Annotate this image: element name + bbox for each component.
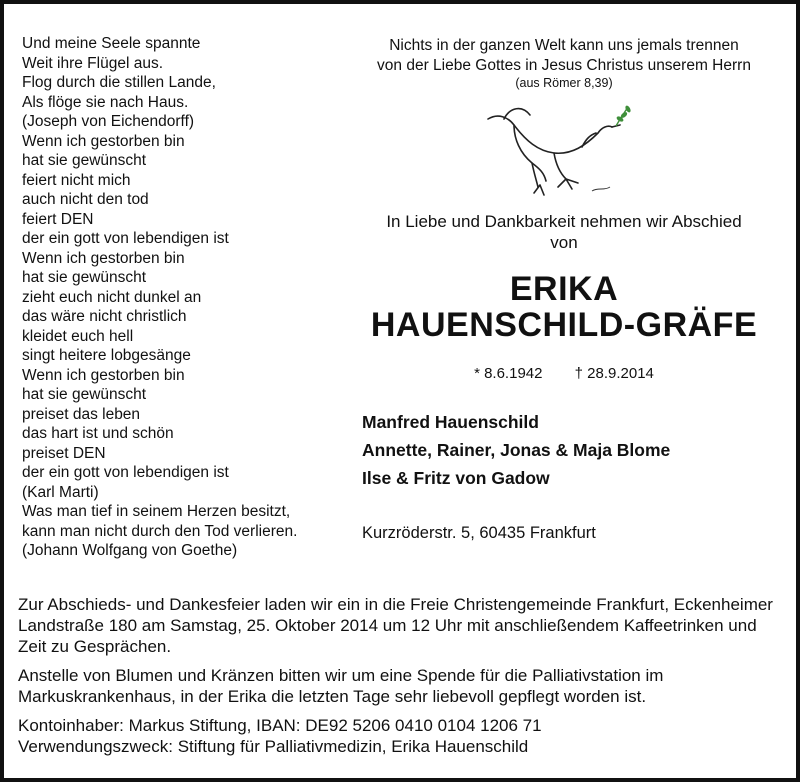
poem-marti [22, 132, 352, 503]
death-date: † 28.9.2014 [574, 365, 654, 382]
poem-line: Was man tief in seinem Herzen besitzt, [22, 503, 291, 520]
bible-verse-line: von der Liebe Gottes in Jesus Christus unserem Herrn [377, 57, 751, 74]
poem-author: (Johann Wolfgang von Goethe) [22, 542, 238, 559]
donation-purpose: Verwendungszweck: Stiftung für Palliativmedizin, Erika Hauenschild [18, 737, 529, 756]
poem-line: hat sie gewünscht [22, 269, 147, 286]
poem-line: hat sie gewünscht [22, 152, 147, 169]
bible-verse-source: (aus Römer 8,39) [515, 76, 613, 90]
mourner-name: Ilse & Fritz von Gadow [362, 468, 550, 488]
poem-line: hat sie gewünscht [22, 386, 147, 403]
poem-line: kann man nicht durch den Tod verlieren. [22, 522, 298, 540]
poem-line: feiert nicht mich [22, 171, 131, 189]
farewell-intro-von: von [550, 233, 578, 252]
poems-column [22, 34, 352, 561]
poem-line: Weit ihre Flügel aus. [22, 54, 163, 72]
poem-line: zieht euch nicht dunkel an [22, 288, 202, 306]
announcement-column [334, 36, 794, 543]
dove-with-olive-branch-icon [474, 99, 634, 199]
mourner-name: Manfred Hauenschild [362, 412, 539, 432]
poem-author: (Karl Marti) [22, 483, 99, 501]
poem-line: Flog durch die stillen Lande, [22, 74, 216, 91]
poem-eichendorff [22, 34, 352, 132]
donation-notice: Anstelle von Blumen und Kränzen bitten wir um eine Spende für die Palliativstation im Markuskrankenhaus, in der Erika die letzten Tage sehr liebevoll gepflegt worden ist. [18, 666, 664, 706]
poem-line: Wenn ich gestorben bin [22, 249, 185, 267]
poem-line: kleidet euch hell [22, 327, 134, 345]
farewell-intro: In Liebe und Dankbarkeit nehmen wir Abschied [386, 212, 742, 231]
poem-line: Wenn ich gestorben bin [22, 132, 185, 150]
poem-line: das wäre nicht christlich [22, 308, 187, 325]
poem-line: feiert DEN [22, 210, 94, 228]
life-dates [334, 365, 794, 382]
poem-line: singt heitere lobgesänge [22, 347, 191, 364]
bible-verse-line: Nichts in der ganzen Welt kann uns jemals trennen [389, 37, 739, 54]
poem-line: Wenn ich gestorben bin [22, 366, 185, 384]
poem-line: das hart ist und schön [22, 425, 174, 442]
birth-date: * 8.6.1942 [474, 365, 543, 382]
poem-line: auch nicht den tod [22, 191, 149, 208]
ceremony-notice: Zur Abschieds- und Dankesfeier laden wir ein in die Freie Christengemeinde Frankfurt, Eckenheimer Landstraße 180 am Samstag, 25. Oktober 2014 um 12 Uhr mit anschließendem Kaffeetrinken und Zeit zu Gesprächen. [18, 595, 773, 656]
account-holder: Kontoinhaber: Markus Stiftung, IBAN: DE92 5206 0410 0104 1206 71 [18, 716, 542, 735]
deceased-first-name: ERIKA [509, 270, 619, 308]
mourner-name: Annette, Rainer, Jonas & Maja Blome [362, 440, 671, 460]
poem-line: preiset DEN [22, 444, 106, 462]
notice-details [18, 594, 788, 757]
poem-line: der ein gott von lebendigen ist [22, 230, 229, 247]
mourners-list [362, 408, 794, 492]
deceased-last-name: HAUENSCHILD-GRÄFE [370, 306, 758, 344]
poem-line: der ein gott von lebendigen ist [22, 464, 229, 481]
family-address: Kurzröderstr. 5, 60435 Frankfurt [362, 524, 596, 542]
poem-goethe [22, 502, 352, 561]
poem-line: Und meine Seele spannte [22, 35, 201, 52]
poem-line: preiset das leben [22, 405, 141, 423]
poem-line: Als flöge sie nach Haus. [22, 93, 189, 111]
poem-author: (Joseph von Eichendorff) [22, 113, 195, 130]
